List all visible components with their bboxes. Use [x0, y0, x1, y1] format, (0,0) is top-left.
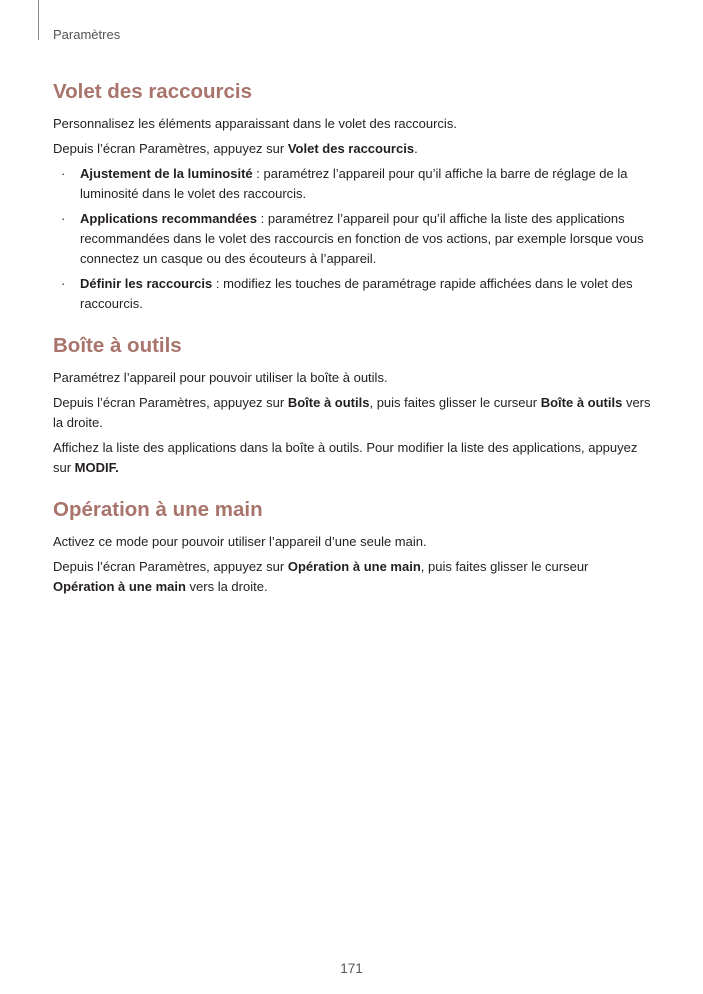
- section-heading: Boîte à outils: [53, 334, 182, 357]
- page-number: 171: [340, 961, 363, 976]
- bullet-icon: ·: [61, 276, 66, 291]
- list-item: · Applications recommandées : paramétrez l’appareil pour qu’il affiche la liste des applications recommandées dans le volet des raccourcis en fonction de vos actions, par exemple lorsque vous connectez un casque ou des écouteurs à l’appareil.: [61, 211, 644, 266]
- section-intro: Activez ce mode pour pouvoir utiliser l’appareil d’une seule main.: [53, 534, 427, 549]
- list-item: · Définir les raccourcis : modifiez les touches de paramétrage rapide affichées dans le volet des raccourcis.: [61, 276, 633, 311]
- section-intro: Paramétrez l’appareil pour pouvoir utiliser la boîte à outils.: [53, 370, 388, 385]
- section-path: Depuis l’écran Paramètres, appuyez sur Boîte à outils, puis faites glisser le curseur Boîte à outils vers la droite.: [53, 395, 651, 430]
- section-volet: [53, 80, 653, 314]
- section-path: Depuis l’écran Paramètres, appuyez sur Volet des raccourcis.: [53, 141, 418, 156]
- section-heading: Opération à une main: [53, 498, 263, 521]
- list-item: · Ajustement de la luminosité : paramétrez l’appareil pour qu’il affiche la barre de réglage de la luminosité dans le volet des raccourcis.: [61, 166, 628, 201]
- header-rule: [38, 0, 39, 40]
- bullet-icon: ·: [61, 211, 66, 226]
- section-list-text: Affichez la liste des applications dans la boîte à outils. Pour modifier la liste des applications, appuyez sur MODIF.: [53, 440, 638, 475]
- bullet-icon: ·: [61, 166, 66, 181]
- option-list: [53, 164, 653, 314]
- section-path: Depuis l’écran Paramètres, appuyez sur Opération à une main, puis faites glisser le curseur Opération à une main vers la droite.: [53, 559, 589, 594]
- page-header: Paramètres: [53, 27, 121, 42]
- section-intro: Personnalisez les éléments apparaissant dans le volet des raccourcis.: [53, 116, 457, 131]
- section-heading: Volet des raccourcis: [53, 80, 253, 103]
- section-boite: [53, 334, 653, 478]
- page-content: [53, 80, 653, 617]
- section-main: [53, 498, 653, 597]
